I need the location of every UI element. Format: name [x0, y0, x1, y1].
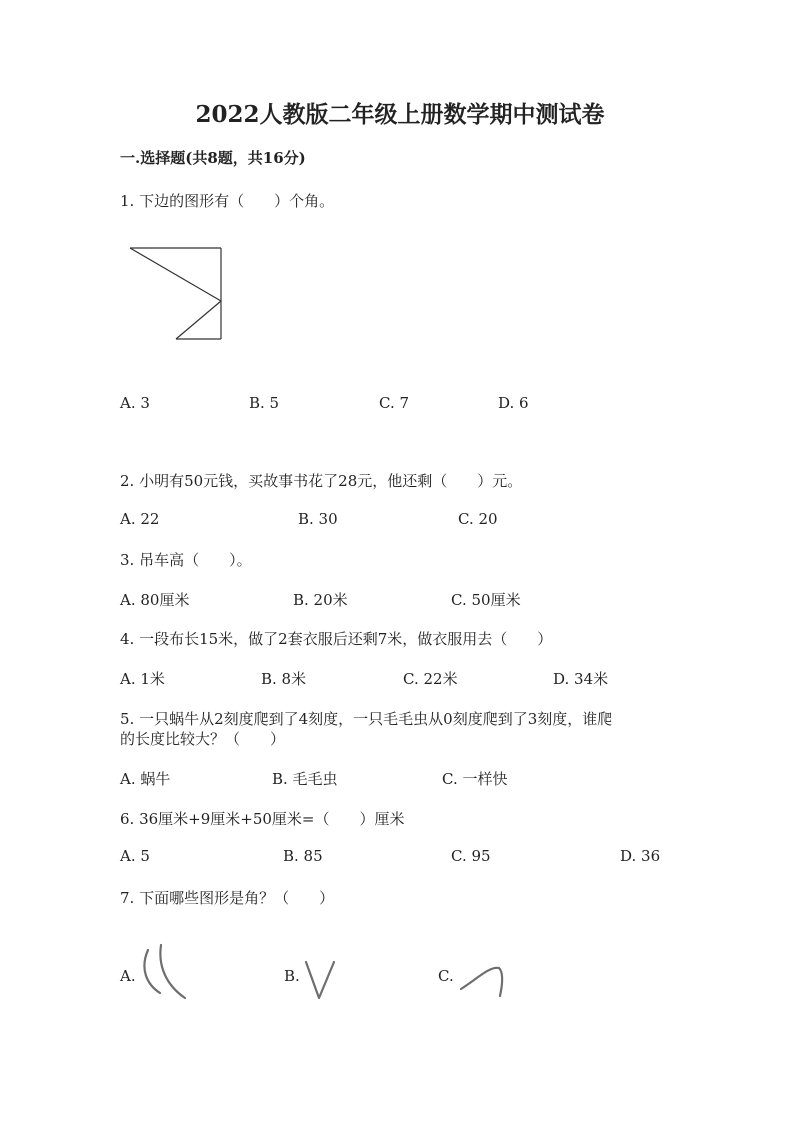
q1-option-b[interactable]: B. 5 [249, 394, 280, 412]
q4-option-c[interactable]: C. 22米 [403, 670, 458, 688]
q5-option-a[interactable]: A. 蜗牛 [120, 770, 171, 788]
question-5-line-2: 的长度比较大？（ ） [120, 730, 286, 748]
q4-option-b[interactable]: B. 8米 [261, 670, 307, 688]
q7-figure-a-stroke-2 [160, 945, 185, 998]
q3-option-b[interactable]: B. 20米 [293, 591, 348, 609]
q6-option-a[interactable]: A. 5 [120, 847, 150, 865]
question-4: 4. 一段布长15米，做了2套衣服后还剩7米，做衣服用去（ ） [120, 630, 553, 648]
q4-option-d[interactable]: D. 34米 [553, 670, 609, 688]
q6-option-b[interactable]: B. 85 [283, 847, 323, 865]
q2-option-b[interactable]: B. 30 [298, 510, 338, 528]
q7-option-b[interactable]: B. [284, 967, 300, 985]
question-6: 6. 36厘米+9厘米+50厘米=（ ）厘米 [120, 810, 405, 828]
q7-option-a[interactable]: A. [120, 967, 136, 985]
question-5-line-1: 5. 一只蜗牛从2刻度爬到了4刻度，一只毛毛虫从0刻度爬到了3刻度，谁爬 [120, 710, 613, 728]
q1-option-a[interactable]: A. 3 [120, 394, 150, 412]
q1-option-d[interactable]: D. 6 [498, 394, 529, 412]
section-heading: 一.选择题(共8题，共16分) [120, 149, 306, 167]
q2-option-c[interactable]: C. 20 [458, 510, 498, 528]
question-2: 2. 小明有50元钱，买故事书花了28元，他还剩（ ）元。 [120, 472, 523, 490]
page-title: 2022人教版二年级上册数学期中测试卷 [195, 101, 605, 128]
q3-option-c[interactable]: C. 50厘米 [451, 591, 521, 609]
q7-figure-c-curve [461, 968, 502, 996]
q6-option-d[interactable]: D. 36 [620, 847, 661, 865]
q2-option-a[interactable]: A. 22 [120, 510, 160, 528]
q3-option-a[interactable]: A. 80厘米 [120, 591, 190, 609]
q6-option-c[interactable]: C. 95 [451, 847, 491, 865]
q5-option-b[interactable]: B. 毛毛虫 [272, 770, 338, 788]
q7-figure-a-stroke-1 [144, 950, 160, 993]
question-3: 3. 吊车高（ ）。 [120, 551, 252, 569]
q7-option-c[interactable]: C. [438, 967, 454, 985]
q7-figure-b-v-shape [306, 962, 334, 998]
question-1: 1. 下边的图形有（ ）个角。 [120, 192, 335, 210]
q4-option-a[interactable]: A. 1米 [120, 670, 165, 688]
question-7: 7. 下面哪些图形是角？（ ） [120, 889, 335, 907]
q1-option-c[interactable]: C. 7 [379, 394, 410, 412]
q5-option-c[interactable]: C. 一样快 [442, 770, 508, 788]
